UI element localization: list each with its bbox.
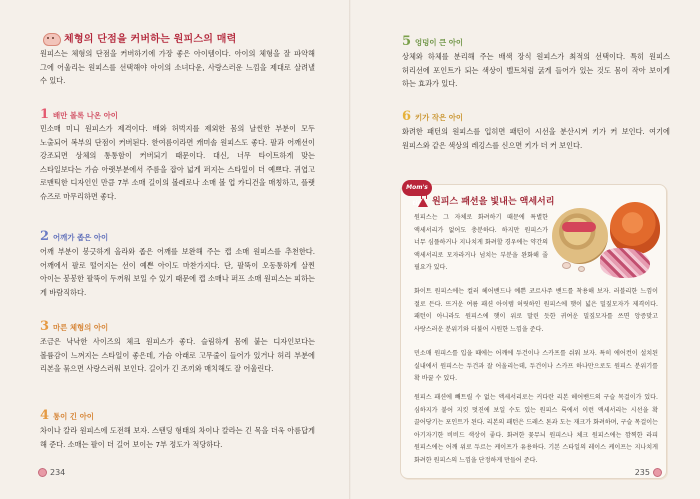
item-number-4: 4 — [40, 408, 50, 423]
item-label-2: 어깨가 좁은 아이 — [53, 233, 109, 242]
flower-icon — [653, 468, 662, 477]
item-number-2: 2 — [40, 229, 50, 244]
item-heading-1 — [40, 108, 118, 121]
item-heading-6 — [402, 110, 463, 123]
right-page-number-text: 235 — [634, 468, 650, 477]
item-number-3: 3 — [40, 319, 50, 334]
shell-bead — [562, 262, 571, 269]
item-text-4: 차이나 칼라 원피스에 도전해 보자. 스탠딩 형태의 차이나 칼라는 긴 목을 더욱 아름답게 해 준다. 소매는 팔이 더 길어 보이는 7부 정도가 적당하다. — [40, 426, 315, 449]
item-text-2: 어깨 부분이 봉긋하게 올라와 좁은 어깨를 보완해 주는 캡 소매 원피스를 추천한다. 어깨에서 팔로 떨어지는 선이 예쁜 아이도 마찬가지다. 단, 팔뚝이 오동통하게 살찐 아이는 봉봉한 팔뚝이 두꺼워 보일 수 있기 때문에 캡 소매나 퍼프 소매 원피스는 피하는 게 바람직하다. — [40, 247, 315, 297]
item-number-5: 5 — [402, 34, 412, 49]
item-heading-3 — [40, 320, 108, 333]
accessories-photo — [548, 200, 662, 282]
item-number-6: 6 — [402, 109, 412, 124]
section-title: 체형의 단점을 커버하는 원피스의 매력 — [64, 34, 237, 45]
item-number-1: 1 — [40, 107, 50, 122]
item-text-6: 화려한 패턴의 원피스를 입히면 패턴이 시선을 분산시켜 키가 커 보인다. 여기에 원피스와 같은 색상의 레깅스를 신으면 키가 더 커 보인다. — [402, 127, 670, 150]
girl-face-icon — [42, 31, 60, 45]
left-page-number-text: 234 — [50, 468, 66, 477]
tip-paragraph-3: 민소매 원피스를 입을 때에는 어깨에 두건이나 스카프를 쉬워 보자. 특히 에어컨이 설치된 실내에서 원피스는 두건과 잘 어울리는데, 두건이나 스카프 하나만으로도 원피스 분위기를 확 바꿀 수 있다. — [414, 350, 658, 382]
item-label-6: 키가 작은 아이 — [415, 113, 464, 122]
tip-paragraph-1: 원피스는 그 자체로 화려하기 때문에 특별한 액세서리가 없어도 충분하다. 하지만 원피스가 너무 심플하거나 지나치게 화려할 경우에는 약간의 액세서리로 모자라거나 넘치는 부분을 완화해 줄 필요가 있다. — [414, 214, 548, 271]
item-heading-4 — [40, 409, 94, 422]
section-title-row — [42, 30, 237, 45]
flower-icon — [38, 468, 47, 477]
item-label-5: 엉덩이 큰 아이 — [415, 38, 464, 47]
tip-paragraph-2: 화이트 원피스에는 컬러 헤어밴드나 예쁜 코르사주 밴드를 착용해 보자. 러블리한 느낌이 절로 든다. 뜨거운 여름 패션 아이템 허릿하인 원피스에 햇이 넓은 밀짚모자가 제격이다. 패턴이 아니라도 원피스에 햇이 위로 말린 듯한 귀여운 밀짚모자를 쓰면 앙증맞고 사랑스러운 분위기와 더불어 시원한 느낌을 준다. — [414, 288, 658, 333]
intro-paragraph: 원피스는 체형의 단점을 커버하기에 가장 좋은 아이템이다. 아이의 체형을 잘 파악해 그에 어울리는 원피스를 선택해야 아이의 소녀다운, 사랑스러운 느낌을 제대로 살려낼 수 있다. — [40, 49, 315, 85]
item-heading-2 — [40, 230, 108, 243]
moms-tip-badge: Mom's tip — [402, 180, 432, 196]
dress-icon — [418, 194, 428, 207]
orange-bag-image — [610, 202, 660, 254]
pink-scarf-image — [600, 248, 650, 278]
item-text-1: 민소매 미니 원피스가 제격이다. 배와 허벅지를 제외한 몸의 날씬한 부분이 모두 노출되어 복부의 단점이 커버된다. 한여름이라면 캐미솔 원피스도 좋다. 팔과 어깨선이 강조되면 상체의 통통함이 커버되기 때문이다. 대신, 너무 타이트하게 맞는 스타일보다는 가슴 아랫부분에서 주름을 잡아 넓게 퍼지는 스타일이 더 예쁘다. 귀엽고 로맨틱한 디자인인 만큼 7부 소매 길이의 볼레로나 소매 볼 업 카디건을 매칭하고, 플랫 슈즈로 마무리하면 좋다. — [40, 124, 315, 201]
item-heading-5 — [402, 35, 463, 48]
right-page-number — [635, 468, 662, 477]
left-page-number — [38, 468, 65, 477]
shell-bead — [578, 266, 585, 272]
hat-band — [562, 222, 596, 232]
item-label-4: 통이 긴 아이 — [53, 412, 94, 421]
item-text-5: 상체와 하체를 분리해 주는 배색 장식 원피스가 최적의 선택이다. 특히 원피스 허리선에 포인트가 되는 색상이 벨트처럼 굵게 들어가 있는 것도 몸이 작아 보이게 하는 효과가 있다. — [402, 52, 670, 88]
item-label-1: 배만 볼록 나온 아이 — [53, 111, 118, 120]
tip-title-row — [418, 194, 554, 207]
item-label-3: 마른 체형의 아이 — [53, 323, 109, 332]
tip-paragraph-4: 원피스 패션에 빼트릴 수 없는 액세서리로는 커다란 리본 헤어밴드의 구슬 목걸이가 있다. 심하지가 붙어 지킷 멋진에 보일 수도 있는 원피스 룩에서 이런 액세서리는 시선을 확 끌어당기는 포인트가 된다. 리본의 패턴은 드레스 톤과 도는 재크가 화려하며, 구슬 목걸이는 아기자기한 비비드 색상이 좋다. 화려한 꽃무늬 원피스나 체크 원피스에는 깜찍한 라피 원피스에는 어깨 위로 두르는 케이프가 유용하다. 기본 스타일의 레이스 케이프는 지나치게 화려한 원피스의 느낌을 단정하게 만들어 준다. — [414, 394, 658, 464]
item-text-3: 조금은 낙낙한 사이즈의 체크 원피스가 좋다. 슬림하게 몸에 붙는 디자인보다는 볼륨감이 느껴지는 스타일이 좋은데, 가슴 아래로 고무줄이 들어가 있거나 허리 부분에 리본을 묶으면 사랑스러워 보인다. 길이가 긴 조끼와 매치해도 잘 어울린다. — [40, 337, 315, 373]
tip-title: 원피스 패션을 빛내는 액세서리 — [432, 197, 555, 207]
